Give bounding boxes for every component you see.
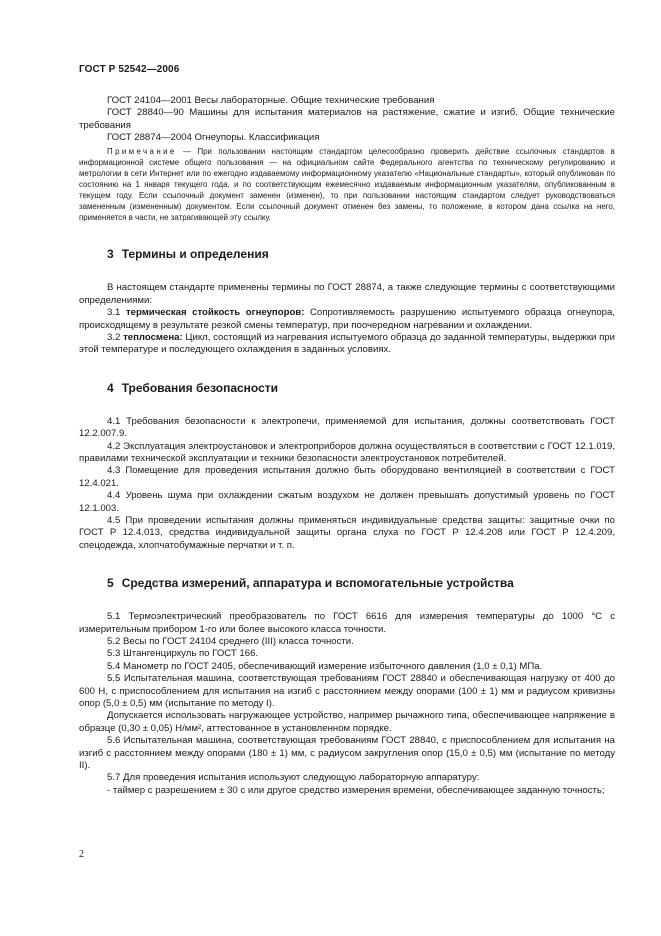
- paragraph: 5.2 Весы по ГОСТ 24104 среднего (III) класса точности.: [107, 636, 354, 647]
- term: теплосмена:: [123, 331, 183, 343]
- paragraph: 5.6 Испытательная машина, соответствующая требованиям ГОСТ 28840, с приспособлением для испытания на изгиб с расстоянием между опорами (180 ± 1) мм, с радиусом закругления опор (15,0 ± 0,5) мм (испытание по методу II).: [79, 735, 615, 772]
- paragraph: 4.3 Помещение для проведения испытания должно быть оборудовано вентиляцией в соответствии с ГОСТ 12.4.021.: [79, 465, 615, 489]
- paragraph: 4.4 Уровень шума при охлаждении сжатым воздухом не должен превышать допустимый уровень по ГОСТ 12.1.003.: [79, 490, 615, 514]
- paragraph: 4.1 Требования безопасности к электропечи, применяемой для испытания, должны соответствовать ГОСТ 12.2.007.9.: [79, 415, 615, 440]
- section-number: 5: [107, 576, 114, 591]
- paragraph: 5.1 Термоэлектрический преобразователь по ГОСТ 6616 для измерения температуры до 1000 °С с измерительным прибором 1-го или более высокого класса точности.: [79, 611, 615, 635]
- paragraph: В настоящем стандарте применены термины по ГОСТ 28874, а также следующие термины с соответствующими определениями:: [79, 282, 615, 306]
- term-definition: [79, 307, 615, 332]
- section-title: Средства измерений, аппаратура и вспомогательные устройства: [121, 576, 514, 591]
- clause-number: 3.2: [107, 331, 121, 343]
- clause-number: 3.1: [107, 307, 121, 319]
- document-header: ГОСТ Р 52542—2006: [79, 64, 180, 75]
- term: термическая стойкость огнеупоров:: [125, 307, 305, 319]
- definition: Сопротивляемость разрушению испытуемого образца огнеупора, происходящему в результате резкой смены температур, при поочередном нагревании и охлаждении.: [79, 307, 615, 331]
- list-item: - таймер с разрешением ± 30 с или другое средство измерения времени, обеспечивающее заданную точность;: [107, 784, 605, 796]
- paragraph: 5.7 Для проведения испытания используют следующую лабораторную аппаратуру:: [107, 772, 480, 784]
- note-text: — При пользовании настоящим стандартом целесообразно проверить действие ссылочных стандартов в информационной системе общего пользования — на официальном сайте Федерального агентства по техническому регулированию и метрологии в сети Интернет или по ежегодно издаваемому информационному указателю «Национальные стандарты», который опубликован по состоянию на 1 января текущего года, и по соответствующим ежемесячно издаваемым информационным указателям, опубликованным в текущем году. Если ссылочный документ заменен (изменен), то при пользовании настоящим стандартом следует руководствоваться замененным (измененным) документом. Если ссылочный документ отменен без замены, то положение, в котором дана ссылка на него, применяется в части, не затрагивающей эту ссылку.: [79, 146, 615, 223]
- paragraph: 5.5 Испытательная машина, соответствующая требованиям ГОСТ 28840 и обеспечивающая нагрузку от 400 до 600 Н, с приспособлением для испытания на изгиб с расстоянием между опорами (100 ± 1) мм и радиусом кривизны опор (5,0 ± 0,5) мм (испытание по методу I).: [79, 673, 615, 710]
- page-number: 2: [79, 849, 84, 860]
- section-5-heading: [79, 576, 615, 590]
- note-paragraph: [79, 146, 615, 224]
- paragraph: 4.2 Эксплуатация электроустановок и электроприборов должна осуществляться в соответствии с ГОСТ 12.1.019, правилами технической эксплуатации и техники безопасности электроустановок потребителей.: [79, 440, 615, 464]
- section-number: 3: [107, 247, 114, 262]
- definition: Цикл, состоящий из нагревания испытуемого образца до заданной температуры, выдержки при этой температуре и последующего охлаждения в заданных условиях.: [79, 331, 616, 356]
- reference-item: ГОСТ 24104—2001 Весы лабораторные. Общие технические требования: [107, 95, 435, 106]
- paragraph: 5.4 Манометр по ГОСТ 2405, обеспечивающий измерение избыточного давления (1,0 ± 0,1) МПа.: [107, 660, 543, 672]
- page-body: [79, 95, 615, 797]
- section-title: Требования безопасности: [121, 380, 279, 395]
- section-3-heading: [79, 247, 615, 261]
- section-number: 4: [107, 380, 114, 395]
- term-definition: [79, 332, 615, 357]
- paragraph: Допускается использовать нагружающее устройство, например рычажного типа, обеспечивающее напряжение в образце (0,30 ± 0,05) Н/мм², аттестованное в установленном порядке.: [79, 710, 615, 734]
- note-label: Примечание: [107, 146, 177, 156]
- section-4-heading: [79, 381, 615, 395]
- paragraph: 5.3 Штангенциркуль по ГОСТ 166.: [107, 648, 259, 660]
- reference-item: ГОСТ 28874—2004 Огнеупоры. Классификация: [107, 132, 320, 144]
- reference-item: ГОСТ 28840—90 Машины для испытания материалов на растяжение, сжатие и изгиб. Общие технические требования: [79, 107, 615, 131]
- section-title: Термины и определения: [121, 247, 269, 262]
- paragraph: 4.5 При проведении испытания должны применяться индивидуальные средства защиты: защитные очки по ГОСТ Р 12.4.013, средства индивидуальной защиты органа слуха по ГОСТ Р 12.4.208 или ГОСТ Р 12.4.209, спецодежда, хлопчатобумажные перчатки и т. п.: [79, 514, 615, 551]
